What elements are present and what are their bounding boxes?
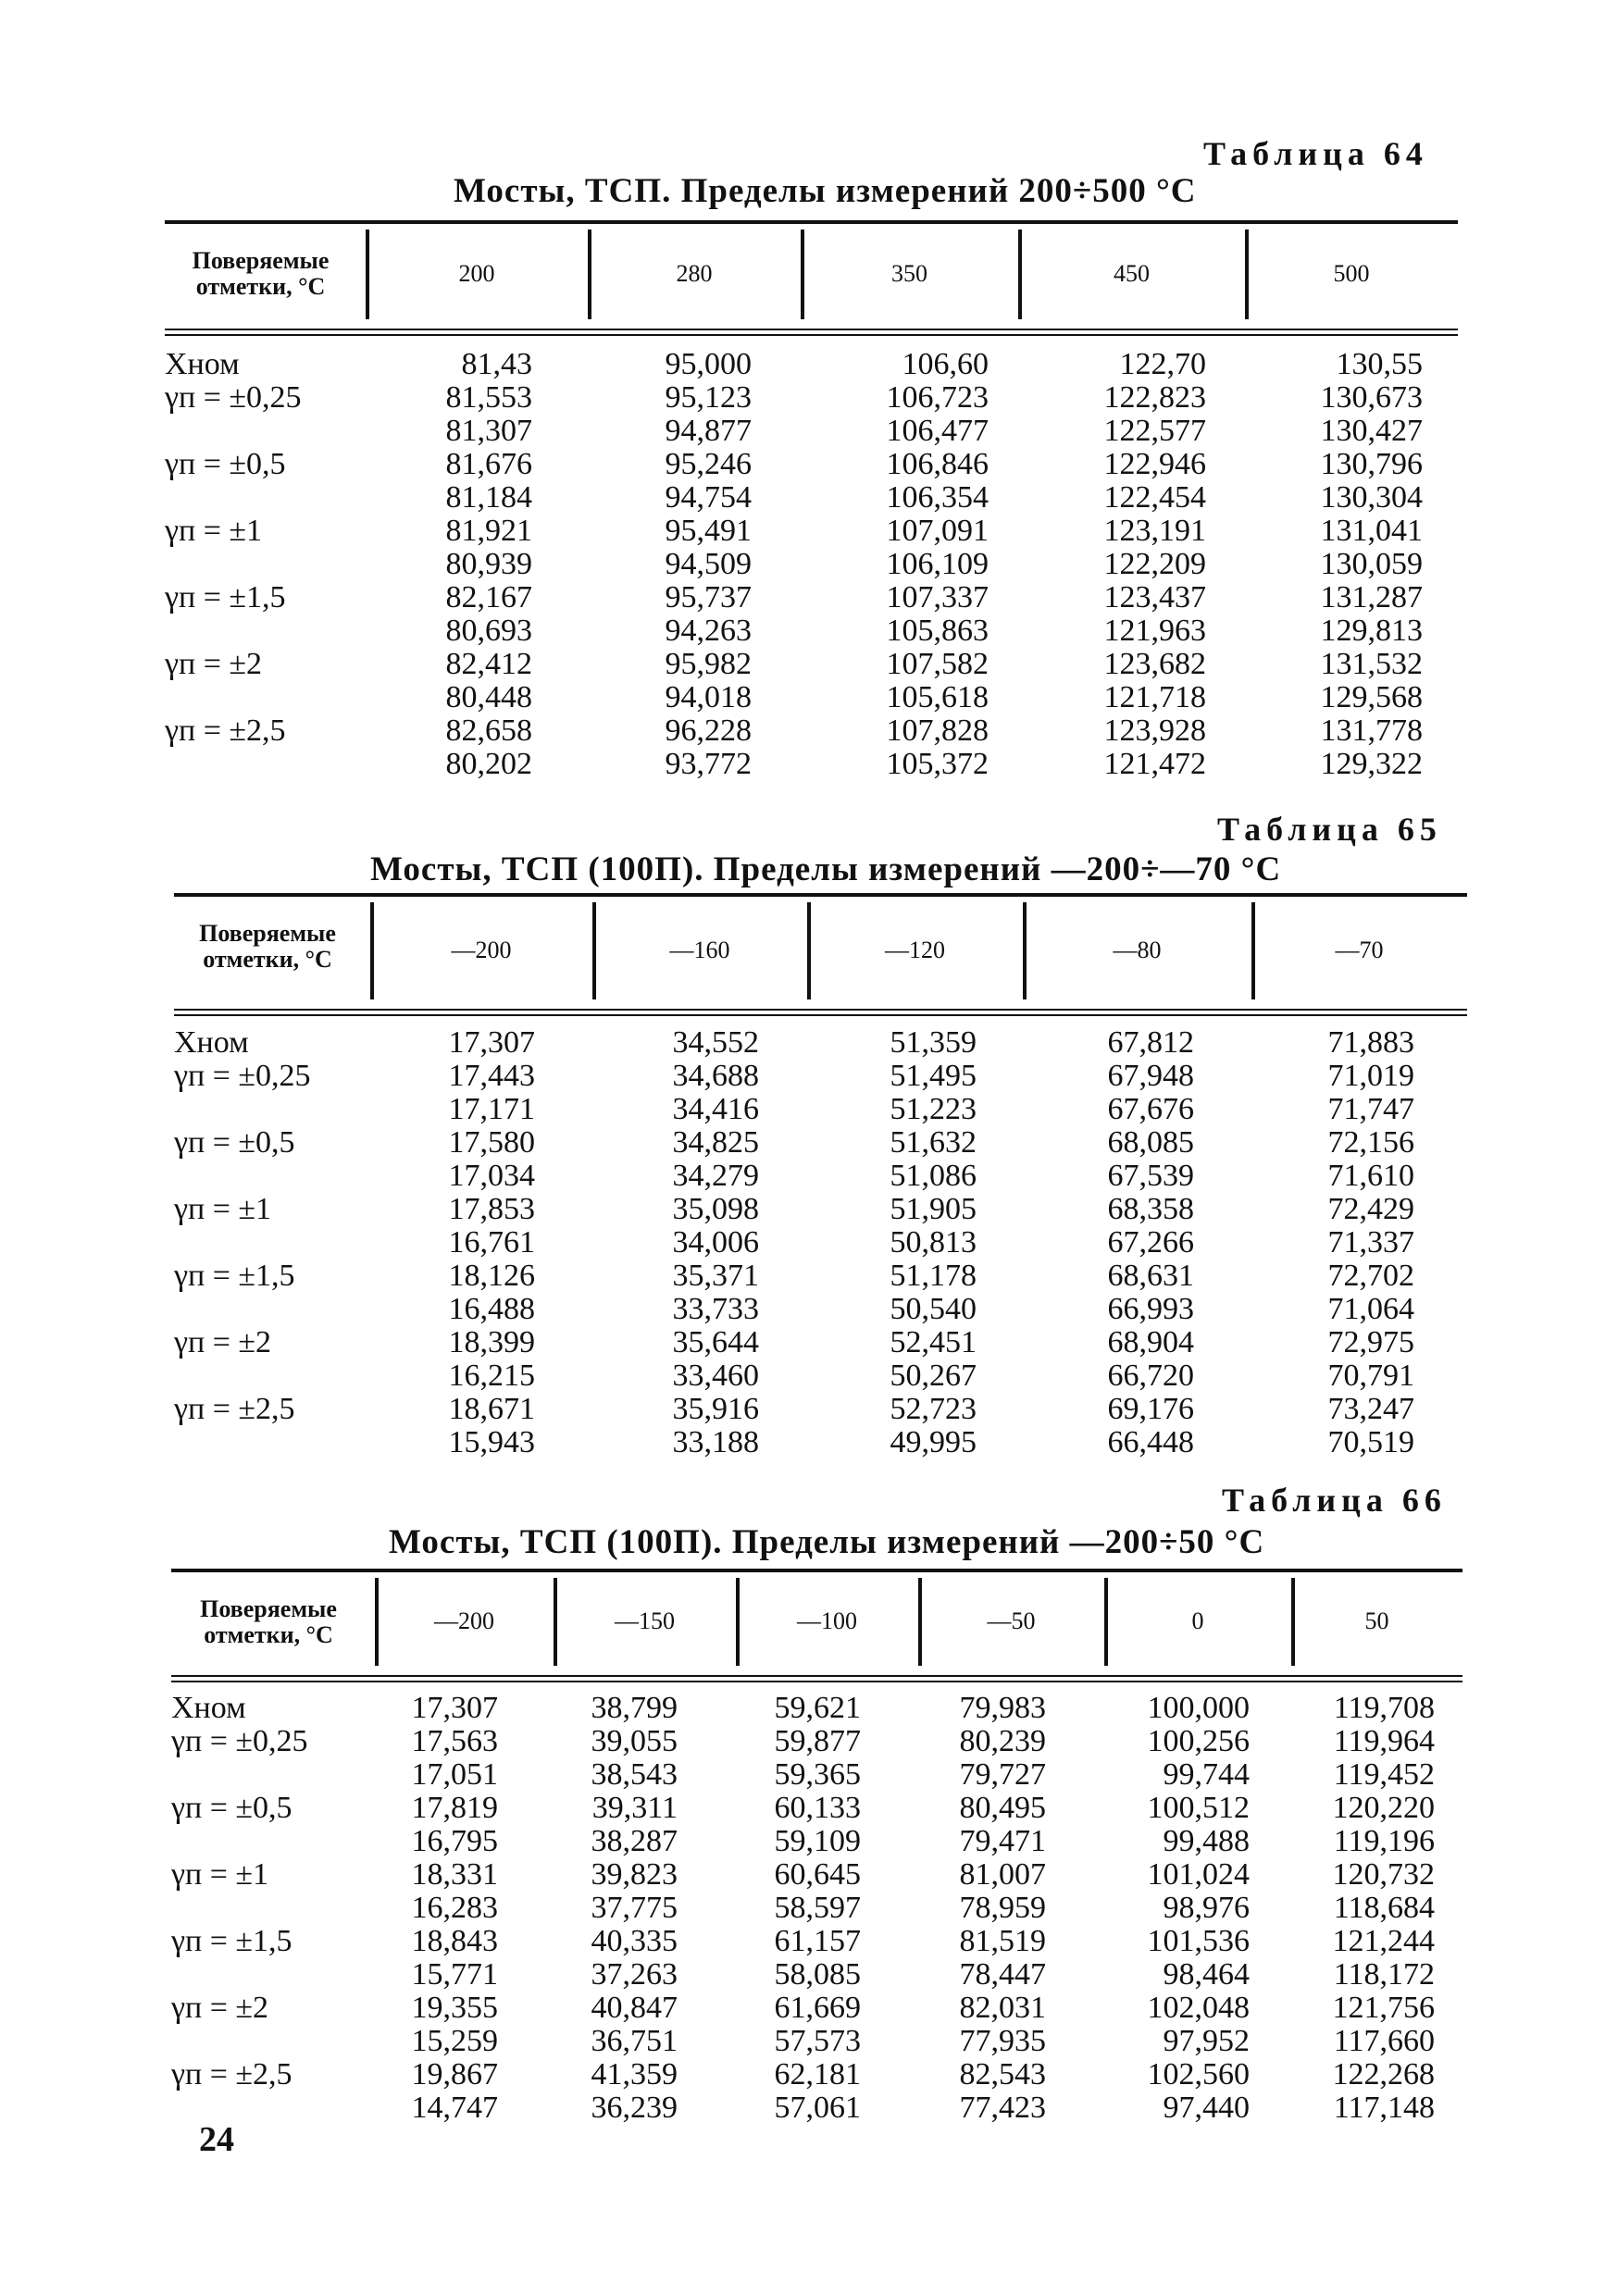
row-label: γп = ±1,5 — [165, 580, 286, 614]
table-cell: 15,943 — [448, 1425, 535, 1459]
column-divider — [366, 230, 369, 319]
table-cell: 40,847 — [591, 1991, 678, 2025]
table-cell: 105,863 — [886, 614, 989, 648]
row-header-label: Поверяемые отметки, °С — [192, 247, 330, 300]
table-cell: 106,109 — [886, 547, 989, 581]
table-cell: 81,43 — [461, 347, 532, 381]
table-cell: 17,051 — [411, 1757, 498, 1792]
table-cell: 81,553 — [445, 380, 532, 415]
column-divider — [918, 1578, 922, 1666]
row-label: γп = ±0,25 — [165, 380, 302, 415]
table-cell: 66,993 — [1107, 1292, 1194, 1326]
table-cell: 130,796 — [1320, 447, 1423, 481]
table-cell: 77,423 — [959, 2091, 1046, 2125]
header-bottom-rule — [171, 1675, 1462, 1677]
table-cell: 59,109 — [774, 1824, 861, 1858]
table-cell: 95,246 — [665, 447, 752, 481]
table-cell: 107,091 — [886, 514, 989, 548]
table-cell: 68,358 — [1107, 1192, 1194, 1226]
row-label: γп = ±0,25 — [174, 1059, 311, 1093]
table-cell: 49,995 — [890, 1425, 977, 1459]
table-cell: 98,464 — [1163, 1957, 1250, 1992]
table-cell: 17,443 — [448, 1059, 535, 1093]
table-cell: 81,007 — [959, 1857, 1046, 1892]
column-divider — [1018, 230, 1022, 319]
table-cell: 78,447 — [959, 1957, 1046, 1992]
table-cell: 69,176 — [1107, 1392, 1194, 1426]
table-cell: 81,307 — [445, 414, 532, 448]
column-divider — [807, 902, 811, 999]
table-cell: 52,451 — [890, 1325, 977, 1359]
table-cell: 94,263 — [665, 614, 752, 648]
table-cell: 59,877 — [774, 1724, 861, 1758]
table-cell: 94,877 — [665, 414, 752, 448]
table-cell: 39,055 — [591, 1724, 678, 1758]
row-label: γп = ±2 — [174, 1325, 272, 1359]
table-cell: 67,948 — [1107, 1059, 1194, 1093]
table-cell: 82,412 — [445, 647, 532, 681]
table-cell: 57,573 — [774, 2024, 861, 2058]
table-cell: 66,448 — [1107, 1425, 1194, 1459]
table-cell: 17,819 — [411, 1791, 498, 1825]
table-cell: 61,157 — [774, 1924, 861, 1958]
table-cell: 19,355 — [411, 1991, 498, 2025]
table-cell: 50,267 — [890, 1359, 977, 1393]
table-cell: 34,279 — [672, 1159, 759, 1193]
table-cell: 94,509 — [665, 547, 752, 581]
column-divider — [1023, 902, 1027, 999]
table-cell: 36,239 — [591, 2091, 678, 2125]
table-cell: 100,512 — [1147, 1791, 1250, 1825]
column-header: 350 — [891, 259, 927, 287]
row-label: Xном — [174, 1025, 249, 1060]
header-bottom-rule-double — [165, 334, 1458, 336]
table-cell: 17,307 — [411, 1691, 498, 1725]
table-title: Мосты, ТСП (100П). Пределы измерений —200÷50 °С — [389, 1523, 1265, 1561]
table-title: Мосты, ТСП (100П). Пределы измерений —200÷—70 °С — [370, 850, 1282, 888]
table-cell: 79,983 — [959, 1691, 1046, 1725]
table-cell: 39,823 — [591, 1857, 678, 1892]
table-cell: 95,491 — [665, 514, 752, 548]
table-cell: 118,684 — [1333, 1891, 1435, 1925]
table-cell: 94,018 — [665, 680, 752, 714]
table-cell: 101,024 — [1147, 1857, 1250, 1892]
table-cell: 38,543 — [591, 1757, 678, 1792]
table-number: Таблица 66 — [1222, 1482, 1447, 1519]
table-cell: 122,823 — [1103, 380, 1206, 415]
table-cell: 82,543 — [959, 2057, 1046, 2091]
table-cell: 105,372 — [886, 747, 989, 781]
table-cell: 107,828 — [886, 714, 989, 748]
column-header: 200 — [458, 259, 495, 287]
table-cell: 72,429 — [1327, 1192, 1414, 1226]
table-cell: 16,283 — [411, 1891, 498, 1925]
table-cell: 101,536 — [1147, 1924, 1250, 1958]
table-cell: 121,756 — [1332, 1991, 1435, 2025]
table-cell: 51,632 — [890, 1125, 977, 1160]
table-cell: 51,905 — [890, 1192, 977, 1226]
table-cell: 18,671 — [448, 1392, 535, 1426]
table-cell: 50,813 — [890, 1225, 977, 1260]
table-cell: 36,751 — [591, 2024, 678, 2058]
column-header: —100 — [797, 1607, 857, 1634]
table-cell: 71,610 — [1327, 1159, 1414, 1193]
table-cell: 35,371 — [672, 1259, 759, 1293]
table-cell: 71,747 — [1327, 1092, 1414, 1126]
table-cell: 33,460 — [672, 1359, 759, 1393]
table-cell: 94,754 — [665, 480, 752, 515]
table-cell: 122,454 — [1103, 480, 1206, 515]
column-header: —150 — [615, 1607, 675, 1634]
table-cell: 67,812 — [1107, 1025, 1194, 1060]
column-divider — [1104, 1578, 1108, 1666]
table-cell: 67,676 — [1107, 1092, 1194, 1126]
table-cell: 38,287 — [591, 1824, 678, 1858]
table-cell: 17,307 — [448, 1025, 535, 1060]
table-cell: 59,621 — [774, 1691, 861, 1725]
column-header: 0 — [1191, 1607, 1204, 1634]
row-label: Xном — [171, 1691, 246, 1725]
table-cell: 67,539 — [1107, 1159, 1194, 1193]
table-cell: 57,061 — [774, 2091, 861, 2125]
table-cell: 72,156 — [1327, 1125, 1414, 1160]
table-cell: 68,631 — [1107, 1259, 1194, 1293]
table-cell: 130,673 — [1320, 380, 1423, 415]
table-cell: 18,331 — [411, 1857, 498, 1892]
table-cell: 37,263 — [591, 1957, 678, 1992]
column-divider — [1291, 1578, 1295, 1666]
table-cell: 130,304 — [1320, 480, 1423, 515]
header-bottom-rule-double — [171, 1681, 1462, 1682]
table-cell: 80,202 — [445, 747, 532, 781]
table-cell: 131,532 — [1320, 647, 1423, 681]
table-cell: 34,552 — [672, 1025, 759, 1060]
table-cell: 80,448 — [445, 680, 532, 714]
header-bottom-rule — [174, 1009, 1467, 1011]
table-cell: 123,682 — [1103, 647, 1206, 681]
table-cell: 80,495 — [959, 1791, 1046, 1825]
table-cell: 81,184 — [445, 480, 532, 515]
column-divider — [370, 902, 374, 999]
header-top-rule — [174, 893, 1467, 897]
table-cell: 107,582 — [886, 647, 989, 681]
table-cell: 95,000 — [665, 347, 752, 381]
table-cell: 122,268 — [1332, 2057, 1435, 2091]
table-cell: 16,215 — [448, 1359, 535, 1393]
column-header: —160 — [669, 936, 730, 963]
table-cell: 40,335 — [591, 1924, 678, 1958]
table-cell: 41,359 — [591, 2057, 678, 2091]
column-divider — [554, 1578, 557, 1666]
table-cell: 60,133 — [774, 1791, 861, 1825]
table-cell: 33,188 — [672, 1425, 759, 1459]
table-cell: 70,791 — [1327, 1359, 1414, 1393]
table-cell: 34,825 — [672, 1125, 759, 1160]
row-label: γп = ±1 — [171, 1857, 269, 1892]
table-cell: 39,311 — [591, 1791, 678, 1825]
row-label: γп = ±0,5 — [171, 1791, 292, 1825]
table-cell: 120,220 — [1332, 1791, 1435, 1825]
table-cell: 52,723 — [890, 1392, 977, 1426]
table-cell: 96,228 — [665, 714, 752, 748]
table-cell: 131,287 — [1320, 580, 1423, 614]
table-cell: 93,772 — [665, 747, 752, 781]
column-divider — [592, 902, 596, 999]
column-header: 280 — [676, 259, 713, 287]
table-cell: 129,322 — [1320, 747, 1423, 781]
column-divider — [1251, 902, 1255, 999]
column-header: 500 — [1333, 259, 1370, 287]
table-cell: 129,813 — [1320, 614, 1423, 648]
table-cell: 97,952 — [1163, 2024, 1250, 2058]
table-cell: 17,853 — [448, 1192, 535, 1226]
header-top-rule — [165, 220, 1458, 224]
table-cell: 34,688 — [672, 1059, 759, 1093]
table-cell: 106,60 — [902, 347, 989, 381]
table-cell: 129,568 — [1320, 680, 1423, 714]
table-cell: 71,883 — [1327, 1025, 1414, 1060]
table-cell: 119,196 — [1333, 1824, 1435, 1858]
table-cell: 130,55 — [1336, 347, 1423, 381]
table-cell: 131,778 — [1320, 714, 1423, 748]
row-header-label: Поверяемые отметки, °С — [200, 1595, 337, 1648]
table-cell: 51,223 — [890, 1092, 977, 1126]
table-cell: 59,365 — [774, 1757, 861, 1792]
row-label: γп = ±0,25 — [171, 1724, 308, 1758]
table-cell: 71,064 — [1327, 1292, 1414, 1326]
table-cell: 117,660 — [1333, 2024, 1435, 2058]
table-cell: 97,440 — [1163, 2091, 1250, 2125]
table-cell: 121,244 — [1332, 1924, 1435, 1958]
table-cell: 16,761 — [448, 1225, 535, 1260]
table-cell: 80,239 — [959, 1724, 1046, 1758]
table-cell: 71,337 — [1327, 1225, 1414, 1260]
table-cell: 81,519 — [959, 1924, 1046, 1958]
table-cell: 130,059 — [1320, 547, 1423, 581]
table-cell: 33,733 — [672, 1292, 759, 1326]
column-header: —70 — [1335, 936, 1384, 963]
table-cell: 130,427 — [1320, 414, 1423, 448]
table-number: Таблица 64 — [1203, 135, 1428, 172]
table-cell: 18,399 — [448, 1325, 535, 1359]
table-cell: 95,982 — [665, 647, 752, 681]
table-cell: 119,452 — [1333, 1757, 1435, 1792]
table-cell: 34,006 — [672, 1225, 759, 1260]
table-cell: 78,959 — [959, 1891, 1046, 1925]
column-header: 50 — [1364, 1607, 1389, 1634]
table-cell: 34,416 — [672, 1092, 759, 1126]
table-cell: 122,577 — [1103, 414, 1206, 448]
table-cell: 122,946 — [1103, 447, 1206, 481]
table-cell: 117,148 — [1333, 2091, 1435, 2125]
table-cell: 99,744 — [1163, 1757, 1250, 1792]
table-cell: 35,644 — [672, 1325, 759, 1359]
table-cell: 51,178 — [890, 1259, 977, 1293]
table-cell: 107,337 — [886, 580, 989, 614]
table-cell: 15,259 — [411, 2024, 498, 2058]
column-header: —50 — [987, 1607, 1036, 1634]
table-number: Таблица 65 — [1217, 811, 1442, 848]
row-label: γп = ±2,5 — [174, 1392, 295, 1426]
table-cell: 68,904 — [1107, 1325, 1194, 1359]
row-label: γп = ±2,5 — [165, 714, 286, 748]
table-cell: 68,085 — [1107, 1125, 1194, 1160]
table-cell: 82,658 — [445, 714, 532, 748]
table-cell: 17,580 — [448, 1125, 535, 1160]
table-cell: 19,867 — [411, 2057, 498, 2091]
table-cell: 122,209 — [1103, 547, 1206, 581]
column-divider — [801, 230, 804, 319]
table-cell: 81,676 — [445, 447, 532, 481]
table-cell: 58,085 — [774, 1957, 861, 1992]
table-cell: 80,693 — [445, 614, 532, 648]
header-bottom-rule — [165, 329, 1458, 330]
table-cell: 100,000 — [1147, 1691, 1250, 1725]
table-cell: 82,031 — [959, 1991, 1046, 2025]
table-cell: 71,019 — [1327, 1059, 1414, 1093]
table-cell: 119,964 — [1333, 1724, 1435, 1758]
table-cell: 35,098 — [672, 1192, 759, 1226]
table-cell: 38,799 — [591, 1691, 678, 1725]
table-cell: 17,563 — [411, 1724, 498, 1758]
table-cell: 58,597 — [774, 1891, 861, 1925]
table-cell: 102,048 — [1147, 1991, 1250, 2025]
table-cell: 51,359 — [890, 1025, 977, 1060]
table-cell: 17,171 — [448, 1092, 535, 1126]
row-label: γп = ±2 — [165, 647, 263, 681]
table-cell: 122,70 — [1119, 347, 1206, 381]
table-cell: 61,669 — [774, 1991, 861, 2025]
table-cell: 123,928 — [1103, 714, 1206, 748]
table-cell: 95,737 — [665, 580, 752, 614]
table-cell: 131,041 — [1320, 514, 1423, 548]
table-cell: 95,123 — [665, 380, 752, 415]
table-cell: 123,437 — [1103, 580, 1206, 614]
table-cell: 82,167 — [445, 580, 532, 614]
table-cell: 99,488 — [1163, 1824, 1250, 1858]
table-cell: 121,963 — [1103, 614, 1206, 648]
table-cell: 66,720 — [1107, 1359, 1194, 1393]
table-cell: 70,519 — [1327, 1425, 1414, 1459]
column-header: 450 — [1114, 259, 1150, 287]
column-header: —200 — [451, 936, 512, 963]
table-cell: 50,540 — [890, 1292, 977, 1326]
table-cell: 123,191 — [1103, 514, 1206, 548]
column-divider — [1245, 230, 1249, 319]
table-cell: 73,247 — [1327, 1392, 1414, 1426]
table-cell: 15,771 — [411, 1957, 498, 1992]
table-cell: 121,472 — [1103, 747, 1206, 781]
row-label: γп = ±0,5 — [174, 1125, 295, 1160]
column-header: —200 — [434, 1607, 494, 1634]
table-cell: 106,354 — [886, 480, 989, 515]
header-top-rule — [171, 1569, 1462, 1572]
table-cell: 102,560 — [1147, 2057, 1250, 2091]
table-cell: 81,921 — [445, 514, 532, 548]
table-cell: 105,618 — [886, 680, 989, 714]
table-cell: 80,939 — [445, 547, 532, 581]
table-cell: 62,181 — [774, 2057, 861, 2091]
row-label: γп = ±1 — [174, 1192, 272, 1226]
row-label: γп = ±1,5 — [174, 1259, 295, 1293]
column-divider — [375, 1578, 379, 1666]
table-cell: 106,723 — [886, 380, 989, 415]
table-cell: 106,846 — [886, 447, 989, 481]
table-cell: 51,495 — [890, 1059, 977, 1093]
table-cell: 98,976 — [1163, 1891, 1250, 1925]
table-cell: 67,266 — [1107, 1225, 1194, 1260]
table-cell: 51,086 — [890, 1159, 977, 1193]
table-cell: 16,488 — [448, 1292, 535, 1326]
table-cell: 37,775 — [591, 1891, 678, 1925]
row-header-label: Поверяемые отметки, °С — [199, 920, 336, 973]
column-divider — [736, 1578, 740, 1666]
table-cell: 118,172 — [1333, 1957, 1435, 1992]
table-cell: 100,256 — [1147, 1724, 1250, 1758]
table-cell: 121,718 — [1103, 680, 1206, 714]
page-number: 24 — [199, 2120, 234, 2159]
table-cell: 18,843 — [411, 1924, 498, 1958]
table-title: Мосты, ТСП. Пределы измерений 200÷500 °С — [454, 172, 1197, 210]
table-cell: 14,747 — [411, 2091, 498, 2125]
row-label: γп = ±2 — [171, 1991, 269, 2025]
column-header: —80 — [1113, 936, 1162, 963]
row-label: γп = ±1 — [165, 514, 263, 548]
row-label: γп = ±2,5 — [171, 2057, 292, 2091]
table-cell: 119,708 — [1333, 1691, 1435, 1725]
row-label: Xном — [165, 347, 240, 381]
table-cell: 35,916 — [672, 1392, 759, 1426]
table-cell: 79,727 — [959, 1757, 1046, 1792]
column-header: —120 — [885, 936, 945, 963]
row-label: γп = ±0,5 — [165, 447, 286, 481]
table-cell: 72,702 — [1327, 1259, 1414, 1293]
table-cell: 77,935 — [959, 2024, 1046, 2058]
table-cell: 18,126 — [448, 1259, 535, 1293]
column-divider — [588, 230, 591, 319]
header-bottom-rule-double — [174, 1014, 1467, 1016]
table-cell: 120,732 — [1332, 1857, 1435, 1892]
table-cell: 60,645 — [774, 1857, 861, 1892]
row-label: γп = ±1,5 — [171, 1924, 292, 1958]
table-cell: 79,471 — [959, 1824, 1046, 1858]
table-cell: 106,477 — [886, 414, 989, 448]
table-cell: 16,795 — [411, 1824, 498, 1858]
table-cell: 72,975 — [1327, 1325, 1414, 1359]
table-cell: 17,034 — [448, 1159, 535, 1193]
